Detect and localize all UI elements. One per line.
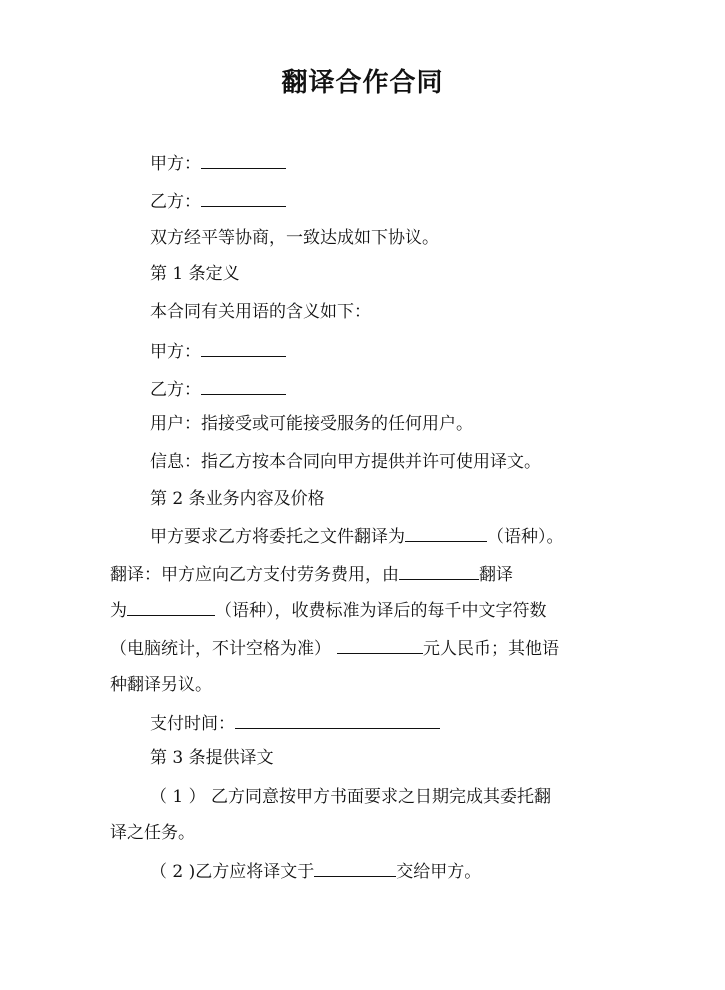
article-2-line-4-text-a: （电脑统计，不计空格为准） bbox=[110, 639, 331, 659]
definition-party-a-line bbox=[150, 338, 286, 364]
definition-info: 信息：指乙方按本合同向甲方提供并许可使用译文。 bbox=[150, 452, 541, 472]
article-2-line-5: 种翻译另议。 bbox=[110, 675, 212, 695]
intro-paragraph: 双方经平等协商，一致达成如下协议。 bbox=[150, 228, 439, 248]
article-2-heading: 第 2 条业务内容及价格 bbox=[150, 489, 325, 509]
price-blank bbox=[337, 635, 423, 654]
definition-party-a-label: 甲方： bbox=[150, 342, 201, 362]
party-a-blank bbox=[201, 150, 286, 169]
article-2-line-3-text-a: 为 bbox=[110, 601, 127, 621]
article-2-line-1 bbox=[150, 523, 564, 549]
party-a-label: 甲方： bbox=[150, 154, 201, 174]
article-2-line-1-text-b: （语种）。 bbox=[487, 527, 564, 547]
article-3-item-2 bbox=[150, 858, 481, 884]
article-2-line-3-text-b: （语种），收费标准为译后的每千中文字符数 bbox=[215, 601, 547, 621]
article-1-lead: 本合同有关用语的含义如下： bbox=[150, 302, 371, 322]
article-2-line-2-text-b: 翻译 bbox=[479, 565, 513, 585]
article-2-line-4-text-b: 元人民币；其他语 bbox=[423, 639, 559, 659]
article-1-heading: 第 1 条定义 bbox=[150, 264, 240, 284]
definition-party-b-blank bbox=[201, 376, 286, 395]
source-language-blank bbox=[399, 561, 479, 580]
target-language-blank bbox=[405, 523, 487, 542]
article-2-line-2 bbox=[110, 561, 513, 587]
article-2-line-4 bbox=[110, 635, 559, 661]
article-2-line-3 bbox=[110, 597, 547, 623]
delivery-date-blank bbox=[314, 858, 396, 877]
article-2-line-1-text-a: 甲方要求乙方将委托之文件翻译为 bbox=[150, 527, 405, 547]
language-blank bbox=[127, 597, 215, 616]
payment-time-label: 支付时间： bbox=[150, 714, 235, 734]
party-b-line bbox=[150, 188, 286, 214]
definition-user: 用户：指接受或可能接受服务的任何用户。 bbox=[150, 414, 473, 434]
article-2-line-2-text-a: 翻译：甲方应向乙方支付劳务费用，由 bbox=[110, 565, 399, 585]
article-3-item-2-text-a: （ 2 )乙方应将译文于 bbox=[150, 862, 315, 882]
article-3-item-1-line-2: 译之任务。 bbox=[110, 823, 195, 843]
article-3-item-2-text-b: 交给甲方。 bbox=[396, 862, 482, 882]
definition-party-a-blank bbox=[201, 338, 286, 357]
payment-time-blank bbox=[235, 710, 440, 729]
document-title: 翻译合作合同 bbox=[281, 68, 444, 98]
payment-time-line bbox=[150, 710, 440, 736]
article-3-item-1-line-1: （ 1 ） 乙方同意按甲方书面要求之日期完成其委托翻 bbox=[150, 787, 552, 807]
definition-party-b-label: 乙方： bbox=[150, 380, 201, 400]
party-a-line bbox=[150, 150, 286, 176]
article-3-heading: 第 3 条提供译文 bbox=[150, 748, 274, 768]
party-b-label: 乙方： bbox=[150, 192, 201, 212]
party-b-blank bbox=[201, 188, 286, 207]
definition-party-b-line bbox=[150, 376, 286, 402]
